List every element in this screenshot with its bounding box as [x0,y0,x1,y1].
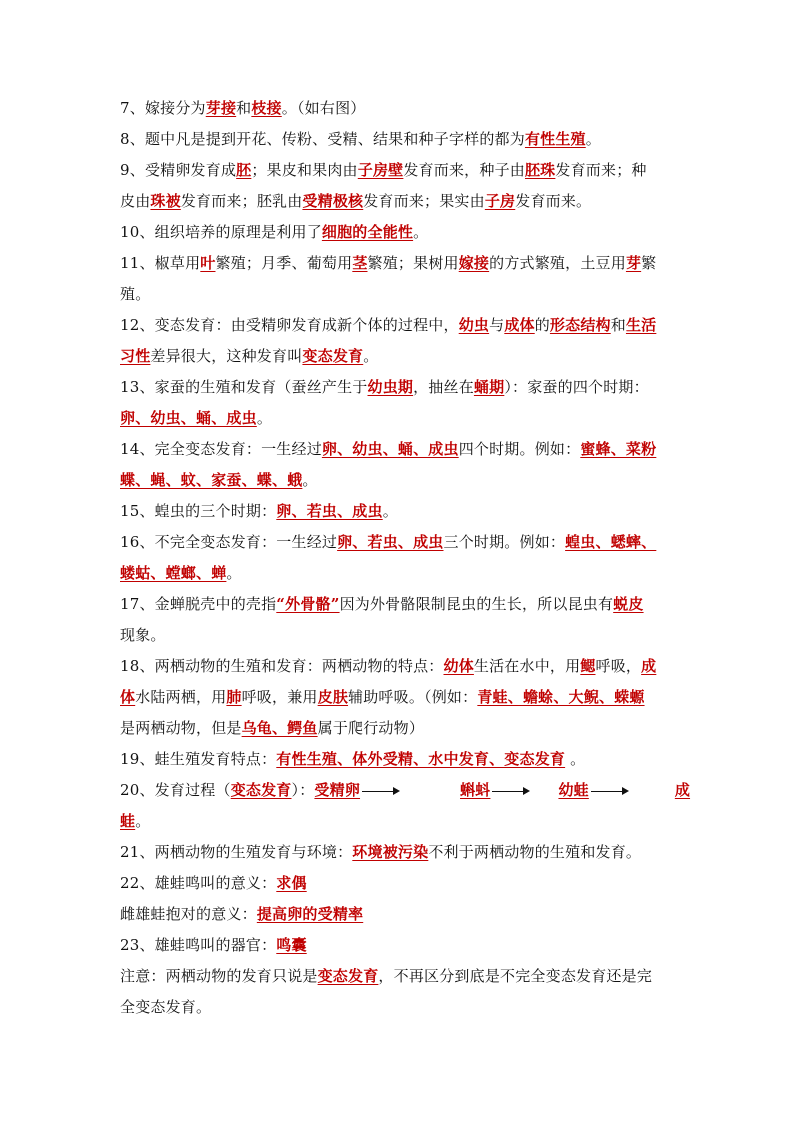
highlighted-term: 受精卵 [314,781,361,799]
text-segment: 繁殖；果树用 [367,254,459,272]
highlighted-term: 鳃 [580,657,596,675]
text-segment: 。 [302,471,318,489]
text-segment: 的 [534,316,550,334]
text-segment: 18、两栖动物的生殖和发育：两栖动物的特点： [120,657,444,675]
highlighted-term: 卵、若虫、成虫 [276,502,383,520]
text-segment: 与 [489,316,505,334]
highlighted-term: 卵、若虫、成虫 [337,533,444,551]
text-segment: 和 [610,316,626,334]
text-segment: 差异很大，这种发育叫 [150,347,303,365]
text-line [120,837,680,868]
highlighted-term: 有性生殖、体外受精、水中发育、变态发育 [276,750,566,768]
text-segment: 现象。 [120,626,166,644]
text-segment: 23、雄蛙鸣叫的器官： [120,936,277,954]
highlighted-term: 成 [674,781,691,799]
text-line [120,403,680,434]
text-line [120,93,680,124]
highlighted-term: 环境被污染 [352,843,429,861]
highlighted-term: 蝼蛄、螳螂、蝉 [120,564,227,582]
highlighted-term: 幼虫期 [367,378,414,396]
highlighted-term: 胚 [236,161,252,179]
text-segment: ，抽丝在 [413,378,474,396]
highlighted-term: 鸣囊 [276,936,307,954]
document-body [120,93,691,1023]
text-segment: 和 [236,99,252,117]
highlighted-term: 乌龟、鳄鱼 [241,719,318,737]
highlighted-term: 幼虫 [458,316,490,334]
text-segment: 四个时期。例如： [458,440,581,458]
highlighted-term: 卵、幼虫、蛹、成虫 [120,409,257,427]
highlighted-term: 嫁接 [458,254,490,272]
highlighted-term: 蝌蚪 [460,781,491,799]
text-segment: 19、蛙生殖发育特点： [120,750,277,768]
text-segment: 13、家蚕的生殖和发育（蚕丝产生于 [120,378,368,396]
text-segment: 发育而来；胚乳由 [180,192,303,210]
highlighted-term: 胚珠 [524,161,556,179]
text-segment: 。 [363,347,379,365]
text-segment: 繁 [641,254,657,272]
text-segment: 14、完全变态发育：一生经过 [120,440,322,458]
text-segment: 发育而来。 [515,192,592,210]
arrow-icon [490,775,530,806]
text-line [120,868,680,899]
highlighted-term: 肺 [226,688,242,706]
text-line [120,682,680,713]
highlighted-term: 蝗虫、蟋蟀、 [565,533,657,551]
text-line [120,527,680,558]
text-line [120,155,680,186]
text-line [120,372,680,403]
text-segment: 全变态发育。 [120,998,212,1016]
highlighted-term: 枝接 [251,99,282,117]
text-segment: 。（如右图） [281,99,366,117]
highlighted-term: 变态发育 [317,967,379,985]
text-segment: 是两栖动物，但是 [120,719,242,737]
highlighted-term: 蛹期 [473,378,505,396]
text-segment: 。 [585,130,601,148]
text-line [120,217,680,248]
highlighted-term: 生活 [625,316,657,334]
text-line [120,651,680,682]
arrow-icon [589,775,629,806]
highlighted-term: 细胞的全能性 [321,223,414,241]
text-line [120,558,680,589]
highlighted-term: 幼体 [443,657,474,675]
text-segment: 三个时期。例如： [443,533,566,551]
text-segment: 。 [256,409,273,427]
text-segment: 。 [382,502,398,520]
text-segment: 22、雄蛙鸣叫的意义： [120,874,277,892]
text-line [120,930,680,961]
highlighted-term: 求偶 [276,874,307,892]
text-line [120,744,680,775]
highlighted-term: 蛙 [120,812,136,830]
highlighted-term: 子房 [484,192,516,210]
text-line [120,279,680,310]
highlighted-term: 习性 [120,347,151,365]
text-segment: 因为外骨骼限制昆虫的生长，所以昆虫有 [339,595,614,613]
text-line [120,465,680,496]
highlighted-term: 青蛙、蟾蜍、大鲵、蝾螈 [477,688,645,706]
text-segment: 辅助呼吸。（例如： [348,688,478,706]
text-segment: ；果皮和果肉由 [251,161,358,179]
highlighted-term: 蝶、蝇、蚊、家蚕、蝶、蛾 [120,471,303,489]
text-segment: 属于爬行动物） [317,719,425,737]
text-line [120,806,680,837]
text-line [120,124,680,155]
text-segment: 20、发育过程（ [120,781,231,799]
text-line [120,186,680,217]
text-line [120,620,680,651]
text-segment: 8、题中凡是提到开花、传粉、受精、结果和种子字样的都为 [120,130,525,148]
highlighted-term: 茎 [352,254,368,272]
highlighted-term: 珠被 [150,192,181,210]
text-segment: 雌雄蛙抱对的意义： [120,905,257,923]
text-segment: 发育而来；种 [555,161,647,179]
text-line [120,310,680,341]
text-line [120,434,680,465]
highlighted-term: 变态发育 [230,781,292,799]
text-segment: ）： [291,781,315,799]
text-line [120,496,680,527]
text-segment: 呼吸， [595,657,642,675]
highlighted-term: 受精极核 [302,192,364,210]
highlighted-term: 幼蛙 [558,781,589,799]
highlighted-term: 皮肤 [317,688,349,706]
highlighted-term: 变态发育 [302,347,364,365]
text-segment: 。 [226,564,242,582]
text-segment: 发育而来；果实由 [363,192,485,210]
highlighted-term: 体 [120,688,136,706]
highlighted-term: 蜜蜂、菜粉 [580,440,657,458]
text-segment: 15、蝗虫的三个时期： [120,502,277,520]
highlighted-term: 蜕皮 [613,595,644,613]
highlighted-term: 子房壁 [357,161,404,179]
text-segment: 皮由 [120,192,151,210]
highlighted-term: 形态结构 [549,316,611,334]
text-line [120,248,680,279]
highlighted-term: 提高卵的受精率 [256,905,364,923]
text-segment: 繁殖；月季、葡萄用 [215,254,353,272]
text-segment: 生活在水中，用 [473,657,581,675]
text-segment: ，不再区分到底是不完全变态发育还是完 [378,967,653,985]
text-line [120,775,691,806]
highlighted-term: 芽接 [205,99,237,117]
highlighted-term: 芽 [625,254,642,272]
highlighted-term: 成 [641,657,657,675]
text-segment: 殖。 [120,285,151,303]
text-segment: 10、组织培养的原理是利用了 [120,223,322,241]
arrow-icon [360,775,400,806]
text-segment: 17、金蝉脱壳中的壳指 [120,595,277,613]
highlighted-term: 叶 [200,254,216,272]
highlighted-term: “外骨骼” [276,595,340,613]
text-segment: 。 [565,750,586,768]
text-line [120,992,680,1023]
text-segment: 的方式繁殖，土豆用 [489,254,626,272]
text-segment: 注意：两栖动物的发育只说是 [120,967,318,985]
text-segment: 不利于两栖动物的生殖和发育。 [428,843,642,861]
text-segment: 9、受精卵发育成 [120,161,237,179]
text-segment: 。 [135,812,151,830]
text-segment: 7、嫁接分为 [120,99,206,117]
highlighted-term: 有性生殖 [524,130,586,148]
highlighted-term: 成体 [504,316,535,334]
text-line [120,341,680,372]
text-line [120,589,680,620]
text-segment: 16、不完全变态发育：一生经过 [120,533,338,551]
text-segment: 21、两栖动物的生殖发育与环境： [120,843,353,861]
text-segment: 水陆两栖，用 [135,688,227,706]
text-line [120,713,680,744]
text-segment: 11、椒草用 [120,254,201,272]
text-line [120,961,680,992]
text-segment: 发育而来，种子由 [403,161,525,179]
text-segment: 呼吸，兼用 [241,688,318,706]
highlighted-term: 卵、幼虫、蛹、成虫 [321,440,459,458]
text-segment: 。 [413,223,429,241]
text-line [120,899,680,930]
text-segment: 12、变态发育：由受精卵发育成新个体的过程中， [120,316,459,334]
text-segment: ）：家蚕的四个时期： [504,378,649,396]
